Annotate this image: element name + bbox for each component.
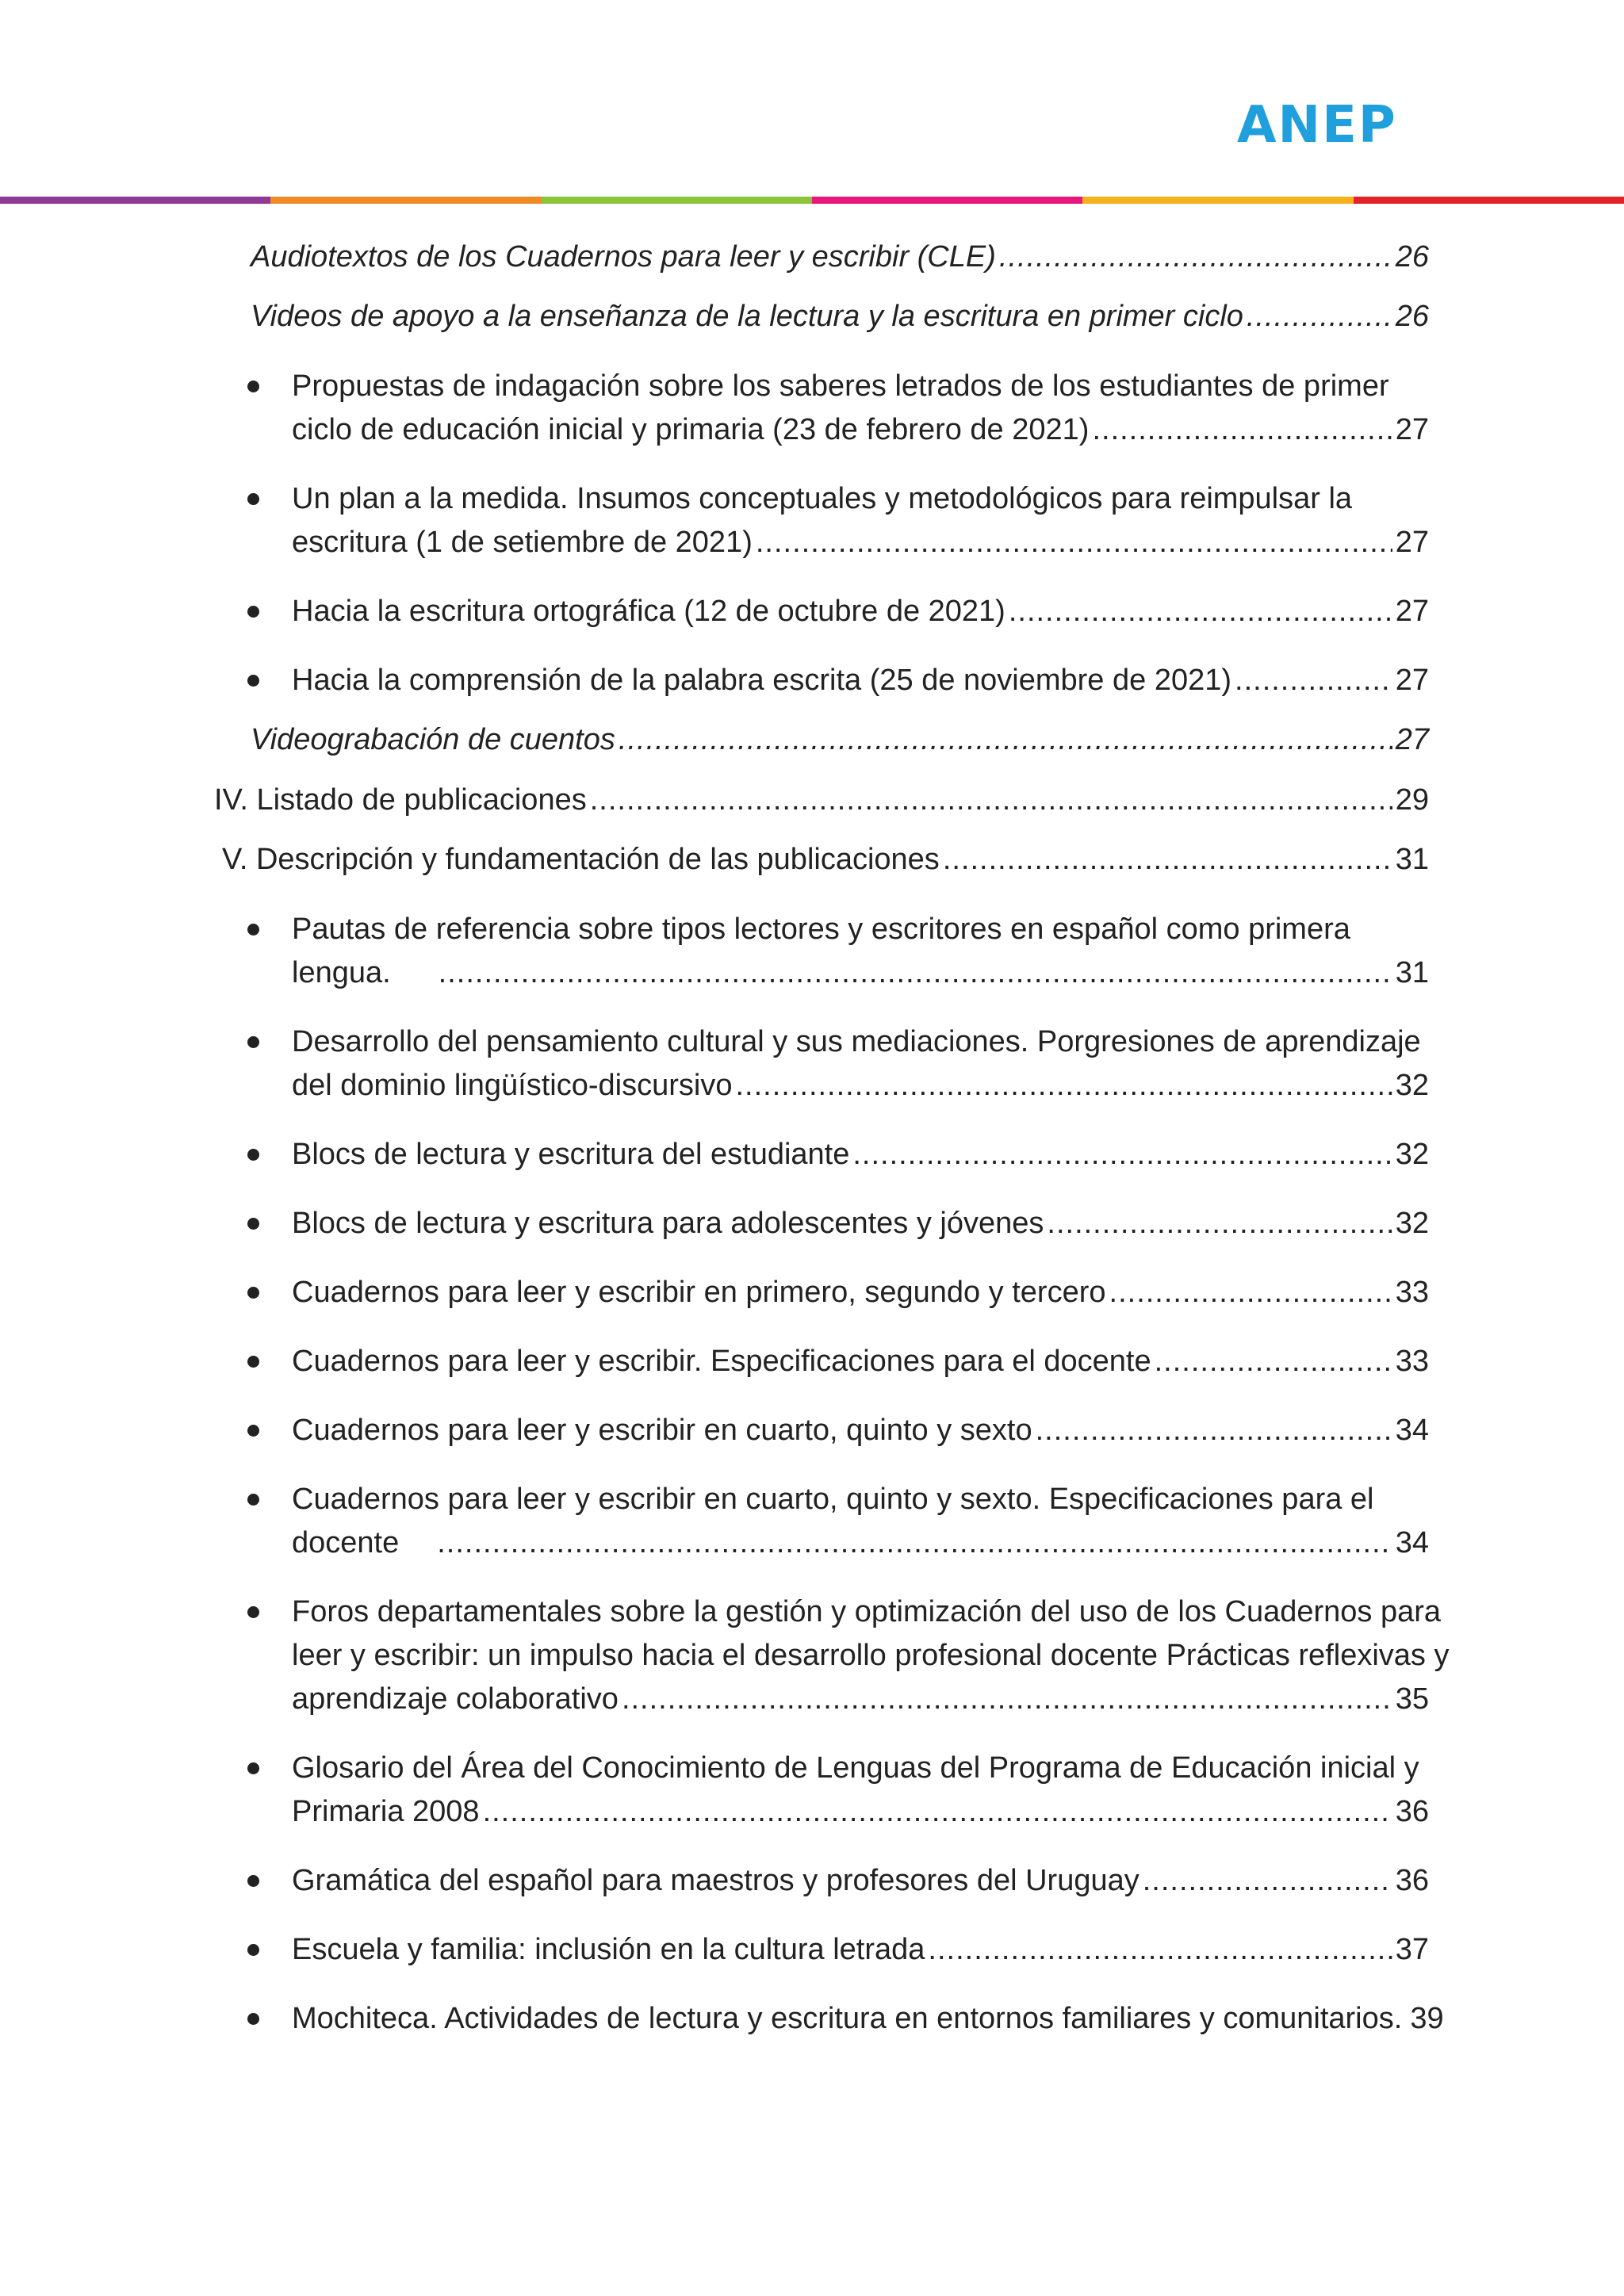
- toc-label: Cuadernos para leer y escribir. Especificaciones para el docente: [292, 1345, 1151, 1378]
- toc-label: V. Descripción y fundamentación de las publicaciones: [222, 843, 940, 876]
- toc-label: ciclo de educación inicial y primaria (23 de febrero de 2021): [292, 413, 1090, 446]
- toc-entry-pautas[interactable]: [292, 951, 1429, 995]
- toc-entry-mochiteca[interactable]: [292, 1997, 1444, 2041]
- stripe-segment-orange: [270, 197, 541, 204]
- leader-dots: [619, 718, 1392, 762]
- toc-page-number: 39: [1410, 2002, 1444, 2035]
- toc-label: Hacia la escritura ortográfica (12 de octubre de 2021): [292, 595, 1005, 628]
- leader-dots: [622, 1678, 1392, 1721]
- leader-dots: [590, 779, 1392, 822]
- bullet-icon: [247, 1494, 259, 1506]
- toc-entry-escuela[interactable]: [292, 1928, 1429, 1972]
- toc-entry-cuadernos-especificaciones[interactable]: [292, 1340, 1429, 1383]
- leader-dots: [439, 951, 1392, 995]
- toc-page-number: 33: [1395, 1276, 1429, 1309]
- toc-page-number: 32: [1395, 1069, 1429, 1102]
- bullet-icon: [247, 675, 259, 687]
- toc-entry-blocs-estudiante[interactable]: [292, 1133, 1429, 1177]
- toc-label: Gramática del español para maestros y profesores del Uruguay: [292, 1864, 1139, 1897]
- leader-dots: [1009, 590, 1392, 633]
- stripe-segment-red: [1354, 197, 1624, 204]
- toc-page-number: 34: [1395, 1414, 1429, 1447]
- toc-label: Videos de apoyo a la enseñanza de la lectura y la escritura en primer ciclo: [251, 300, 1243, 333]
- leader-dots: [1109, 1271, 1392, 1314]
- toc-label: Escuela y familia: inclusión en la cultura letrada: [292, 1933, 925, 1966]
- anep-logo: ANEP: [1237, 96, 1397, 155]
- toc-entry-section-iv[interactable]: [214, 779, 1429, 822]
- toc-entry-line: Desarrollo del pensamiento cultural y sus mediaciones. Porgresiones de aprendizaje: [292, 1025, 1421, 1058]
- toc-entry-line: Pautas de referencia sobre tipos lectores y escritores en español como primera: [292, 913, 1350, 946]
- toc-entry-blocs-adolescentes[interactable]: [292, 1202, 1429, 1246]
- leader-dots: [1092, 408, 1392, 452]
- toc-entry-line: Cuadernos para leer y escribir en cuarto, quinto y sexto. Especificaciones para el: [292, 1483, 1374, 1516]
- bullet-icon: [247, 1606, 259, 1618]
- bullet-icon: [247, 1762, 259, 1774]
- toc-entry-videograbacion[interactable]: [251, 718, 1429, 762]
- toc-entry-line: Un plan a la medida. Insumos conceptuales y metodológicos para reimpulsar la: [292, 482, 1353, 515]
- toc-label: Blocs de lectura y escritura para adolescentes y jóvenes: [292, 1207, 1044, 1240]
- toc-label: Hacia la comprensión de la palabra escrita (25 de noviembre de 2021): [292, 664, 1232, 697]
- leader-dots: [1235, 659, 1392, 702]
- toc-page-number: 27: [1395, 664, 1429, 697]
- toc-entry-cuadernos-cuarto[interactable]: [292, 1409, 1429, 1452]
- stripe-segment-magenta: [812, 197, 1082, 204]
- toc-page-number: 37: [1395, 1933, 1429, 1966]
- toc-label: del dominio lingüístico-discursivo: [292, 1069, 733, 1102]
- toc-entry-audiotextos[interactable]: [251, 235, 1429, 279]
- toc-label: Audiotextos de los Cuadernos para leer y escribir (CLE): [251, 240, 996, 274]
- bullet-icon: [247, 493, 259, 505]
- toc-label: Mochiteca. Actividades de lectura y escritura en entornos familiares y comunitarios.: [292, 2002, 1403, 2035]
- toc-page-number: 35: [1395, 1682, 1429, 1716]
- toc-label: IV. Listado de publicaciones: [214, 783, 587, 817]
- toc-entry-glosario[interactable]: [292, 1790, 1429, 1834]
- toc-label: aprendizaje colaborativo: [292, 1682, 619, 1716]
- toc-page-number: 34: [1395, 1526, 1429, 1559]
- toc-entry-gramatica[interactable]: [292, 1859, 1429, 1903]
- toc-entry-line: Foros departamentales sobre la gestión y optimización del uso de los Cuadernos para: [292, 1595, 1442, 1628]
- leader-dots: [756, 521, 1392, 564]
- bullet-icon: [247, 1425, 259, 1437]
- toc-entry-videos[interactable]: [251, 295, 1429, 339]
- color-stripe: [0, 197, 1624, 204]
- bullet-icon: [247, 606, 259, 618]
- leader-dots: [999, 235, 1392, 279]
- toc-entry-line: leer y escribir: un impulso hacia el desarrollo profesional docente Prácticas reflexivas y: [292, 1639, 1450, 1672]
- leader-dots: [1155, 1340, 1392, 1383]
- bullet-icon: [247, 2013, 259, 2025]
- toc-label: Blocs de lectura y escritura del estudiante: [292, 1138, 850, 1171]
- toc-page-number: 26: [1395, 300, 1429, 333]
- toc-page-number: 29: [1395, 783, 1429, 817]
- toc-page-number: 27: [1395, 413, 1429, 446]
- toc-page-number: 31: [1395, 843, 1429, 876]
- toc-page-number: 31: [1395, 956, 1429, 989]
- leader-dots: [1247, 295, 1392, 339]
- toc-page-number: 36: [1395, 1864, 1429, 1897]
- toc-page-number: 26: [1395, 240, 1429, 274]
- stripe-segment-green: [542, 197, 812, 204]
- toc-entry-comprension[interactable]: [292, 659, 1429, 702]
- bullet-icon: [247, 1218, 259, 1230]
- leader-dots: [1036, 1409, 1392, 1452]
- toc-page-number: 32: [1395, 1138, 1429, 1171]
- leader-dots: [1143, 1859, 1392, 1903]
- toc-page-number: 27: [1395, 595, 1429, 628]
- bullet-icon: [247, 924, 259, 936]
- bullet-icon: [247, 1944, 259, 1956]
- bullet-icon: [247, 1356, 259, 1368]
- toc-entry-cuadernos-cuarto-especificaciones[interactable]: [292, 1521, 1429, 1565]
- toc-page-number: 33: [1395, 1345, 1429, 1378]
- toc-entry-ortografica[interactable]: [292, 590, 1429, 633]
- toc-entry-plan[interactable]: [292, 521, 1429, 564]
- stripe-segment-purple: [0, 197, 270, 204]
- bullet-icon: [247, 1287, 259, 1299]
- toc-entry-line: Propuestas de indagación sobre los saberes letrados de los estudiantes de primer: [292, 369, 1389, 403]
- leader-dots: [943, 838, 1392, 882]
- toc-entry-line: Glosario del Área del Conocimiento de Lenguas del Programa de Educación inicial y: [292, 1751, 1419, 1785]
- toc-entry-propuestas[interactable]: [292, 408, 1429, 452]
- toc-label: lengua.: [292, 956, 391, 989]
- toc-label: Cuadernos para leer y escribir en cuarto, quinto y sexto: [292, 1414, 1032, 1447]
- leader-dots: [852, 1133, 1392, 1177]
- stripe-segment-yellow: [1082, 197, 1353, 204]
- leader-dots: [735, 1064, 1392, 1108]
- toc-entry-cuadernos-primero[interactable]: [292, 1271, 1429, 1314]
- leader-dots: [928, 1928, 1392, 1972]
- toc-label: docente: [292, 1526, 400, 1559]
- bullet-icon: [247, 381, 259, 392]
- leader-dots: [1047, 1202, 1392, 1246]
- toc-entry-section-v[interactable]: [222, 838, 1429, 882]
- toc-entry-foros[interactable]: [292, 1678, 1429, 1721]
- toc-page-number: 36: [1395, 1795, 1429, 1828]
- bullet-icon: [247, 1875, 259, 1887]
- toc-entry-desarrollo[interactable]: [292, 1064, 1429, 1108]
- toc-label: Cuadernos para leer y escribir en primero, segundo y tercero: [292, 1276, 1106, 1309]
- toc-page-number: 27: [1395, 723, 1429, 756]
- toc-label: Primaria 2008: [292, 1795, 480, 1828]
- leader-dots: [437, 1521, 1392, 1565]
- toc-page-number: 32: [1395, 1207, 1429, 1240]
- toc-label: Videograbación de cuentos: [251, 723, 615, 756]
- toc-label: escritura (1 de setiembre de 2021): [292, 526, 753, 559]
- bullet-icon: [247, 1149, 259, 1161]
- toc-page-number: 27: [1395, 526, 1429, 559]
- bullet-icon: [247, 1036, 259, 1048]
- leader-dots: [483, 1790, 1392, 1834]
